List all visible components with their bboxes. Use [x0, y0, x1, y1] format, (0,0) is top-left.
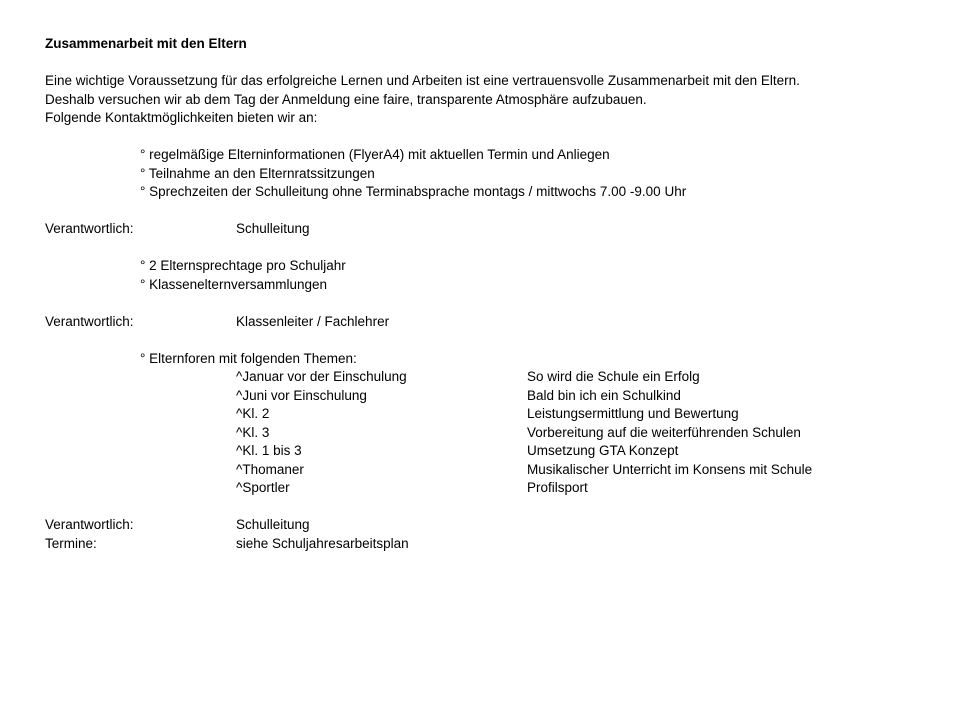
page-title: Zusammenarbeit mit den Eltern [45, 36, 247, 51]
spacer [45, 54, 935, 73]
dates-row [45, 535, 935, 554]
responsible-value: Klassenleiter / Fachlehrer [236, 313, 390, 329]
spacer [45, 294, 935, 313]
forum-topic-title: So wird die Schule ein Erfolg [527, 369, 700, 384]
intro-line: Folgende Kontaktmöglichkeiten bieten wir an: [45, 110, 318, 125]
forum-topic-when: ^Sportler [236, 480, 290, 495]
contact-item: ° Klassenelternversammlungen [140, 276, 327, 292]
contact-item: ° Sprechzeiten der Schulleitung ohne Terminabsprache montags / mittwochs 7.00 -9.00 Uhr [140, 184, 687, 199]
forum-topic-row [45, 442, 935, 461]
forum-topic-title: Profilsport [527, 480, 588, 495]
responsible-label: Verantwortlich: [45, 517, 134, 532]
responsible-value: Schulleitung [236, 221, 310, 236]
forum-heading: ° Elternforen mit folgenden Themen: [140, 350, 357, 366]
responsible-label: Verantwortlich: [45, 221, 134, 236]
forum-topic-when: ^Kl. 3 [236, 424, 270, 440]
forum-topic-row [45, 461, 935, 480]
forum-topic-row [45, 424, 935, 443]
document-page [45, 35, 935, 553]
forum-topic-title: Umsetzung GTA Konzept [527, 443, 679, 458]
forum-topic-title: Musikalischer Unterricht im Konsens mit Schule [527, 461, 813, 477]
forum-topic-when: ^Juni vor Einschulung [236, 387, 367, 403]
responsible-row [45, 516, 935, 535]
intro-line: Deshalb versuchen wir ab dem Tag der Anmeldung eine faire, transparente Atmosphäre aufzubauen. [45, 91, 647, 107]
forum-topic-title: Leistungsermittlung und Bewertung [527, 406, 739, 421]
forum-topic-title: Vorbereitung auf die weiterführenden Schulen [527, 424, 801, 440]
spacer [45, 498, 935, 517]
intro-line: Eine wichtige Voraussetzung für das erfolgreiche Lernen und Arbeiten ist eine vertrauensvolle Zusammenarbeit mit den Eltern. [45, 73, 800, 88]
responsible-row [45, 313, 935, 332]
forum-topic-when: ^Thomaner [236, 461, 304, 477]
forum-topic-when: ^Januar vor der Einschulung [236, 369, 407, 384]
forum-topic-row [45, 405, 935, 424]
responsible-label: Verantwortlich: [45, 313, 134, 329]
contact-item: ° 2 Elternsprechtage pro Schuljahr [140, 258, 346, 273]
responsible-row [45, 220, 935, 239]
forum-topic-row [45, 387, 935, 406]
forum-topic-row [45, 479, 935, 498]
forum-topic-when: ^Kl. 1 bis 3 [236, 443, 302, 458]
dates-value: siehe Schuljahresarbeitsplan [236, 535, 409, 551]
contact-item: ° regelmäßige Elterninformationen (FlyerA4) mit aktuellen Termin und Anliegen [140, 147, 610, 162]
dates-label: Termine: [45, 535, 97, 551]
spacer [45, 202, 935, 221]
contact-item: ° Teilnahme an den Elternratssitzungen [140, 165, 375, 181]
forum-topic-row [45, 368, 935, 387]
spacer [45, 331, 935, 350]
spacer [45, 239, 935, 258]
spacer [45, 128, 935, 147]
responsible-value: Schulleitung [236, 517, 310, 532]
forum-topic-when: ^Kl. 2 [236, 406, 270, 421]
forum-topic-title: Bald bin ich ein Schulkind [527, 387, 681, 403]
